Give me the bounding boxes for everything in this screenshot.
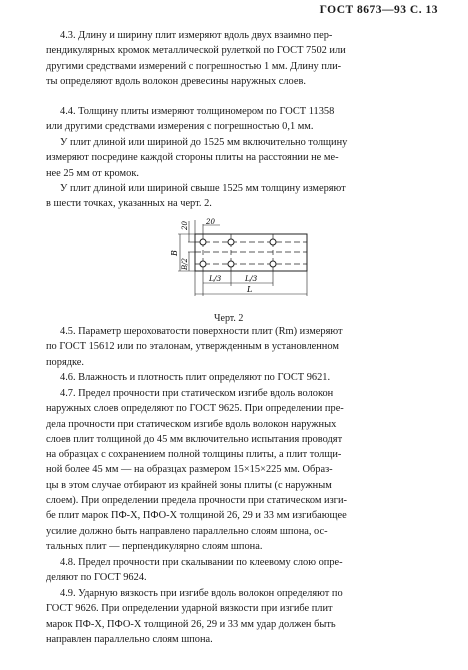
dim-top-20b: 20 bbox=[206, 218, 215, 226]
paragraph-p49 bbox=[46, 586, 442, 647]
text-line: У плит длиной или шириной свыше 1525 мм толщину измеряют bbox=[60, 183, 346, 194]
text-line: 4.9. Ударную вязкость при изгибе вдоль волокон определяют по bbox=[60, 588, 343, 599]
dim-l: L bbox=[247, 285, 253, 294]
text-line: бе плит марок ПФ-Х, ПФО-Х толщиной 26, 29 и 33 мм изгибающее bbox=[46, 510, 347, 522]
dim-l3b: L/3 bbox=[245, 274, 258, 283]
text-line: слоем). При определении предела прочности при статическом изги- bbox=[46, 495, 347, 507]
text-line: деляют по ГОСТ 9624. bbox=[46, 572, 147, 584]
point-5 bbox=[228, 261, 234, 267]
dim-top-20a: 20 bbox=[181, 221, 189, 230]
text-line: 4.3. Длину и ширину плит измеряют вдоль двух взаимно пер- bbox=[60, 30, 333, 41]
text-line: наружных слоев определяют по ГОСТ 9625. При определении пре- bbox=[46, 403, 344, 415]
text-line: У плит длиной или шириной до 1525 мм включительно толщину bbox=[60, 137, 348, 148]
figure-caption: Черт. 2 bbox=[214, 313, 244, 324]
text-line: дела прочности при статическом изгибе вдоль волокон наружных bbox=[46, 418, 337, 430]
paragraph-p47 bbox=[46, 386, 442, 554]
text-line: слоев плит толщиной до 45 мм включительно испытания проводят bbox=[46, 433, 343, 445]
text-line: порядке. bbox=[46, 356, 85, 368]
point-3 bbox=[270, 239, 276, 245]
point-1 bbox=[200, 239, 206, 245]
text-line: усилие должно быть направлено параллельно слоям шпона, ос- bbox=[46, 525, 328, 537]
point-6 bbox=[270, 261, 276, 267]
paragraph-p44c bbox=[46, 181, 442, 212]
plate-outline bbox=[195, 234, 307, 271]
text-line: нее 25 мм от кромок. bbox=[46, 167, 139, 179]
page-header: ГОСТ 8673—93 С. 13 bbox=[319, 4, 438, 16]
text-line: пендикулярных кромок металлической рулеткой по ГОСТ 7502 или bbox=[46, 45, 346, 57]
text-line: или другими средствами измерения с погрешностью 0,1 мм. bbox=[46, 121, 314, 133]
text-line: по ГОСТ 15612 или по эталонам, утвержденным в установленном bbox=[46, 341, 339, 353]
paragraph-p44 bbox=[46, 104, 442, 135]
text-line: другими средствами измерений с погрешностью 1 мм. Длину пли- bbox=[46, 60, 342, 72]
text-line: 4.6. Влажность и плотность плит определяют по ГОСТ 9621. bbox=[60, 372, 331, 383]
text-line: тальных плит — перпендикулярно слоям шпона. bbox=[46, 540, 263, 552]
point-2 bbox=[228, 239, 234, 245]
text-line: ты определяют вдоль волокон древесины наружных слоев. bbox=[46, 75, 306, 87]
text-line: направлен параллельно слоям шпона. bbox=[46, 633, 213, 645]
paragraph-p46 bbox=[46, 370, 442, 385]
figure-chart-2 bbox=[150, 218, 320, 313]
dim-l3a: L/3 bbox=[209, 274, 222, 283]
text-line: на образцах с сохранением полной толщины плиты, а плит толщи- bbox=[46, 449, 342, 461]
text-line: в шести точках, указанных на черт. 2. bbox=[46, 198, 212, 210]
text-line: 4.4. Толщину плиты измеряют толщиномером по ГОСТ 11358 bbox=[60, 106, 335, 117]
text-line: 4.7. Предел прочности при статическом изгибе вдоль волокон bbox=[60, 388, 334, 399]
text-line: цы в этом случае отбирают из крайней зоны плиты (с наружным bbox=[46, 479, 332, 491]
text-line: измеряют посредине каждой стороны плиты на расстоянии не ме- bbox=[46, 152, 339, 164]
paragraph-p48 bbox=[46, 555, 442, 586]
text-line: 4.8. Предел прочности при скалывании по клеевому слою опре- bbox=[60, 557, 343, 568]
paragraph-p45 bbox=[46, 324, 442, 370]
point-4 bbox=[200, 261, 206, 267]
paragraph-p43 bbox=[46, 28, 442, 89]
text-line: марок ПФ-Х, ПФО-Х толщиной 26, 29 и 33 мм удар должен быть bbox=[46, 618, 336, 630]
paragraph-p44b bbox=[46, 135, 442, 181]
dim-b: B bbox=[170, 250, 179, 256]
text-line: 4.5. Параметр шероховатости поверхности плит (Rm) измеряют bbox=[60, 326, 343, 337]
text-line: ГОСТ 9626. При определении ударной вязкости при изгибе плит bbox=[46, 603, 333, 615]
text-line: ной более 45 мм — на образцах размером 15×15×225 мм. Образ- bbox=[46, 464, 333, 476]
dim-b2: B/2 bbox=[181, 258, 189, 270]
